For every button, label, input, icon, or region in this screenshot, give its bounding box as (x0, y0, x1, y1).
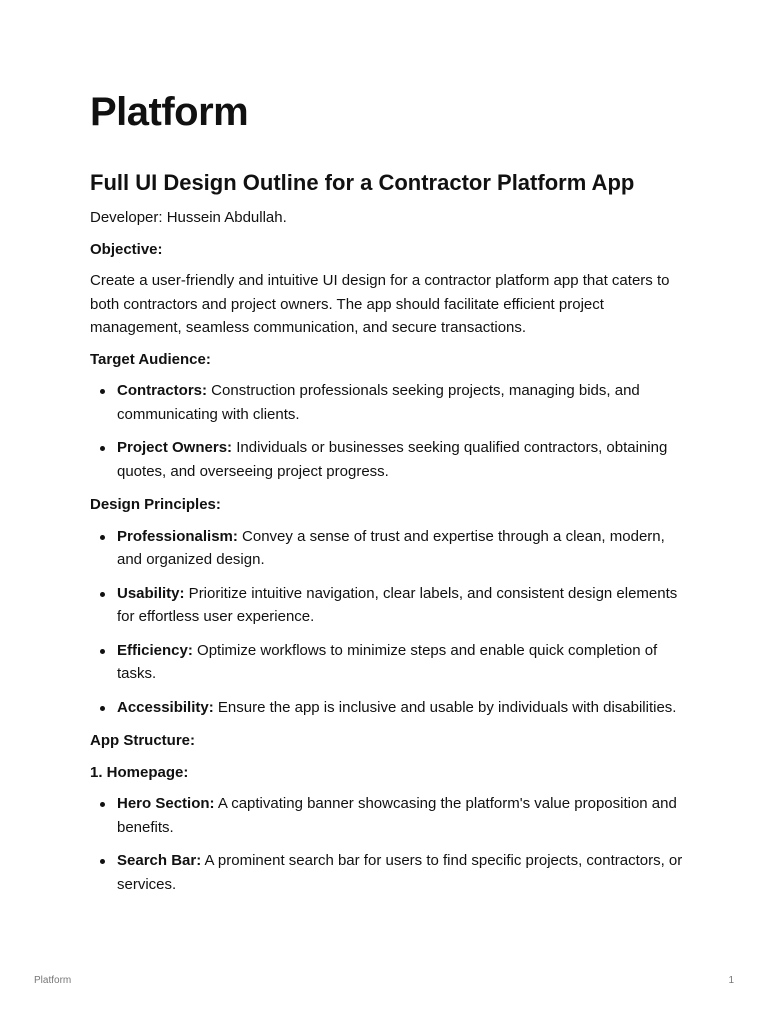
list-item-text: A prominent search bar for users to find specific projects, contractors, or services. (117, 852, 683, 893)
list-item (90, 582, 686, 629)
list-item-term: Search Bar: (117, 852, 202, 869)
list-item-term: Hero Section: (117, 795, 215, 812)
list-item-text: Ensure the app is inclusive and usable by individuals with disabilities. (213, 698, 677, 716)
list-item-text: Prioritize intuitive navigation, clear labels, and consistent design elements for effortless user experience. (117, 584, 678, 625)
page-title: Platform (90, 90, 249, 134)
list-item (90, 379, 686, 426)
design-principles-list (90, 525, 686, 720)
developer-line: Developer: Hussein Abdullah. (90, 209, 287, 226)
design-principles-heading: Design Principles: (90, 496, 221, 513)
objective-heading: Objective: (90, 240, 163, 258)
list-item (90, 436, 686, 483)
objective-text: Create a user-friendly and intuitive UI design for a contractor platform app that caters to both contractors and project owners. The app should facilitate efficient project management, seamless communication, and secure transactions. (90, 272, 670, 336)
page-number: 1 (728, 975, 734, 986)
list-item-term: Project Owners: (117, 439, 233, 456)
list-item (90, 639, 686, 686)
target-audience-heading: Target Audience: (90, 350, 211, 368)
list-item (90, 525, 686, 572)
homepage-heading: 1. Homepage: (90, 763, 189, 781)
list-item-term: Usability: (117, 584, 185, 602)
list-item (90, 792, 686, 839)
app-structure-heading: App Structure: (90, 732, 195, 749)
list-item-text: A captivating banner showcasing the platform's value proposition and benefits. (117, 795, 677, 836)
list-item-text: Optimize workflows to minimize steps and enable quick completion of tasks. (117, 641, 658, 682)
homepage-list (90, 792, 686, 896)
list-item-text: Convey a sense of trust and expertise through a clean, modern, and organized design. (117, 527, 665, 568)
list-item (90, 849, 686, 896)
list-item-text: Construction professionals seeking projects, managing bids, and communicating with clients. (117, 382, 640, 423)
list-item-text: Individuals or businesses seeking qualified contractors, obtaining quotes, and overseeing project progress. (117, 439, 668, 480)
footer-title: Platform (34, 975, 72, 986)
list-item-term: Professionalism: (117, 527, 238, 545)
document-body (90, 206, 686, 906)
document-subtitle: Full UI Design Outline for a Contractor Platform App (90, 170, 635, 195)
list-item-term: Contractors: (117, 382, 208, 399)
target-audience-list (90, 379, 686, 483)
list-item (90, 696, 686, 720)
list-item-term: Efficiency: (117, 641, 193, 659)
list-item-term: Accessibility: (117, 698, 214, 716)
